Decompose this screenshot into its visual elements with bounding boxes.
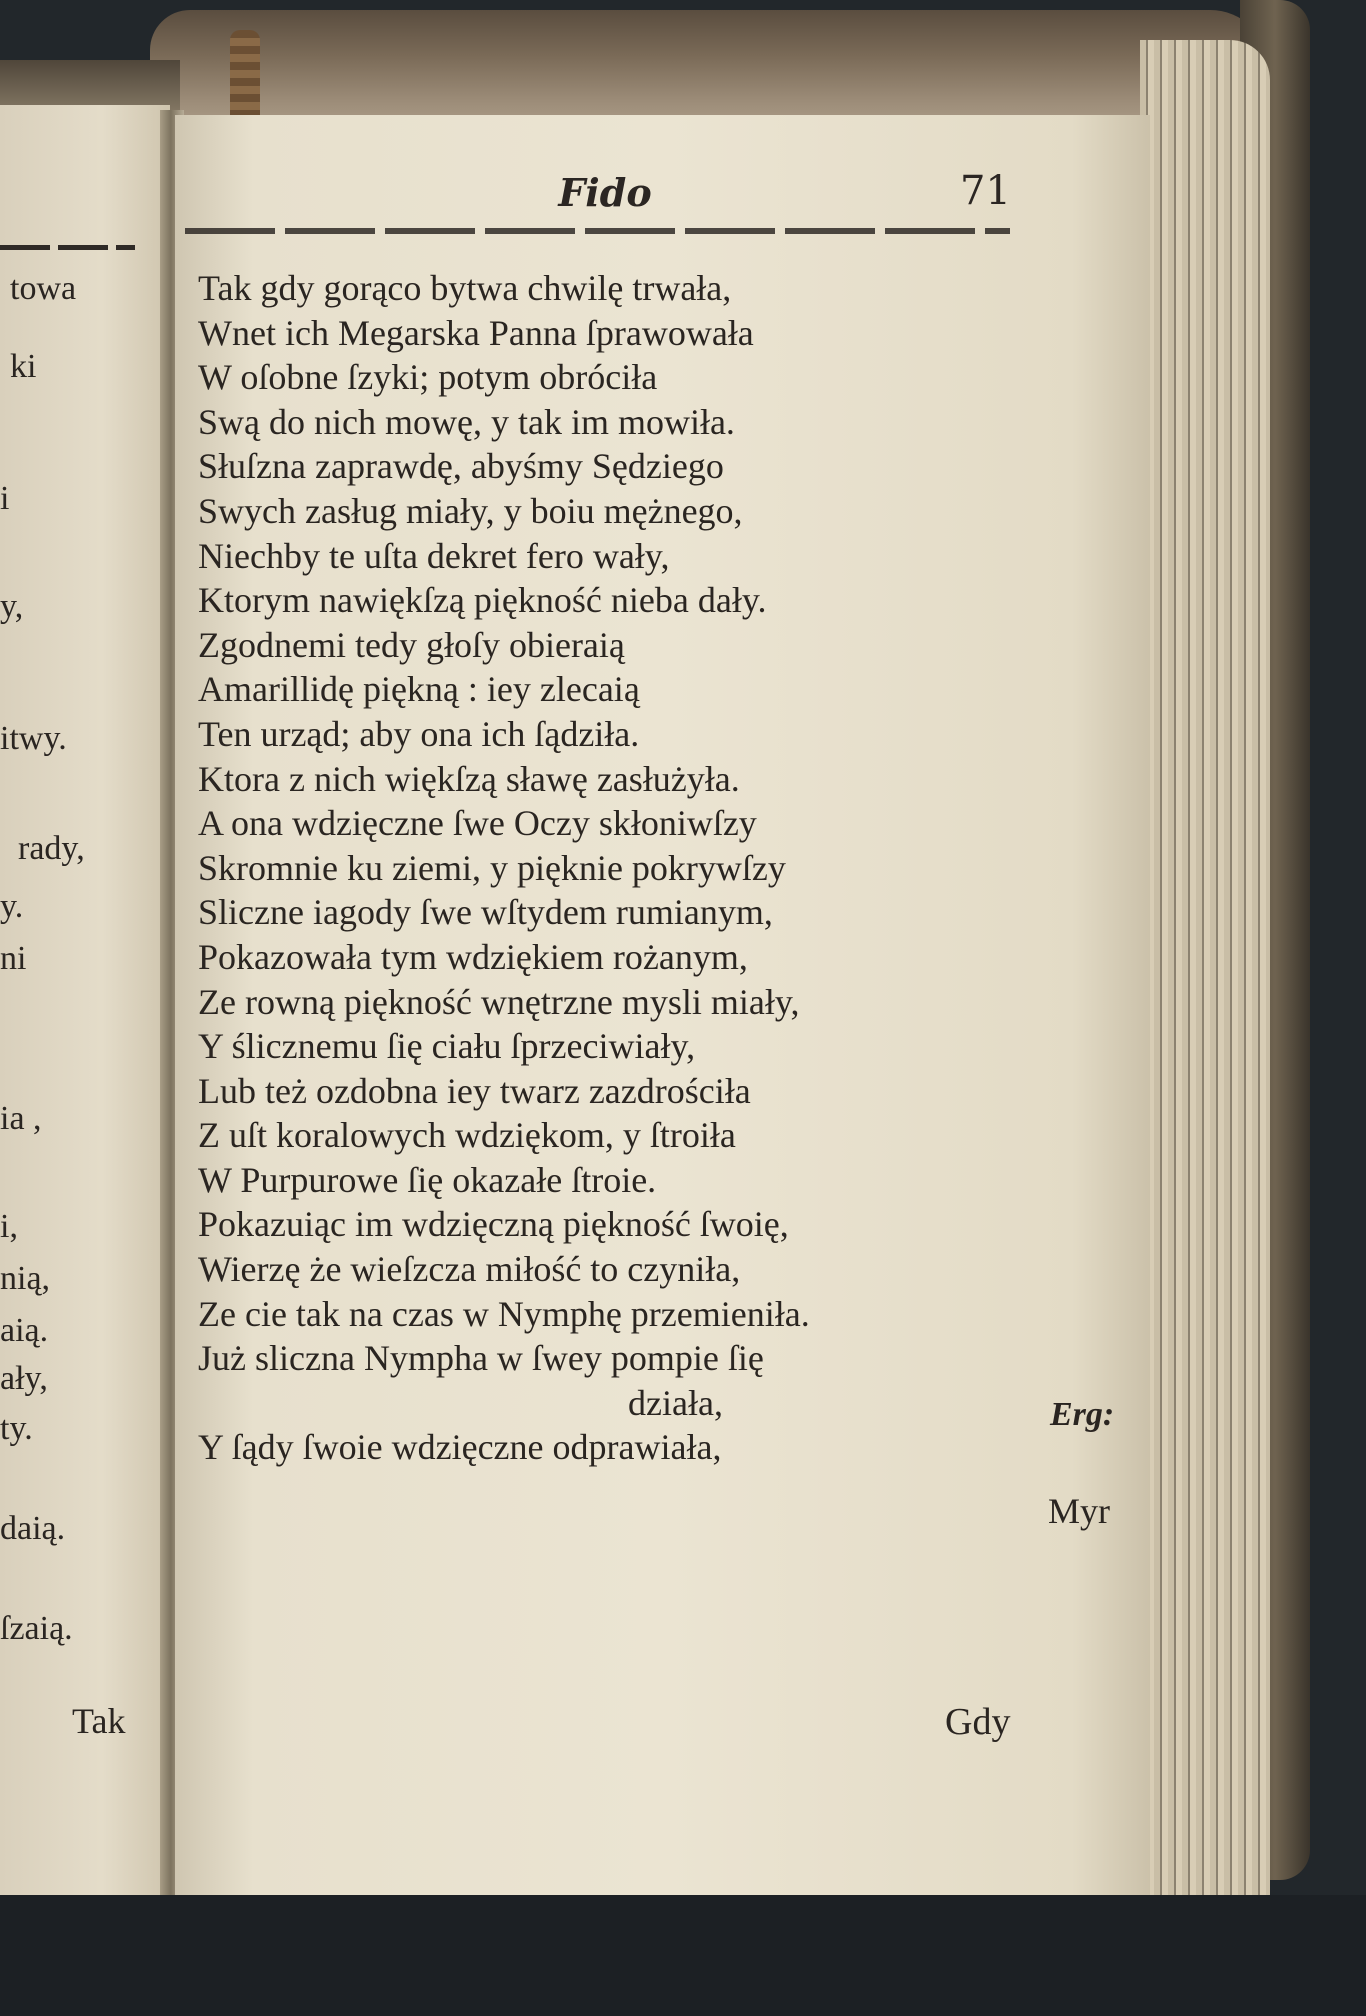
verse-line: Z uſt koralowych wdziękom, y ſtroiła (198, 1115, 736, 1156)
left-fragment: y, (0, 588, 24, 625)
margin-note: Erg: (1050, 1396, 1115, 1433)
verse-line: Pokazowała tym wdziękiem rożanym, (198, 936, 748, 977)
header-rule (185, 228, 1010, 234)
verse-line-turnover: działa, (628, 1382, 723, 1423)
verse-line: Ktora z nich więkſzą sławę zasłużyła. (198, 758, 740, 799)
verse-line: A ona wdzięczne ſwe Oczy skłoniwſzy (198, 803, 757, 844)
margin-note: Myr (1048, 1491, 1110, 1531)
verse-line: Amarillidę piękną : iey zlecaią (198, 669, 640, 710)
verse-line: Sliczne iagody ſwe wſtydem rumianym, (198, 892, 773, 933)
verse-line: Zgodnemi tedy głoſy obieraią (198, 624, 625, 665)
catchword: Gdy (945, 1701, 1011, 1743)
verse-line: Ze cie tak na czas w Nymphę przemieniła. (198, 1293, 810, 1334)
bottom-shadow (0, 1895, 1366, 2016)
verse-line: Ten urząd; aby ona ich ſądziła. (198, 713, 640, 754)
verse-line: Swą do nich mowę, y tak im mowiła. (198, 401, 735, 442)
left-fragment: y. (0, 888, 24, 925)
left-page-rule (0, 245, 135, 250)
verse-line: Lub też ozdobna iey twarz zazdrościła (198, 1070, 751, 1111)
verse-line: Y ſądy ſwoie wdzięczne odprawiała, (198, 1427, 722, 1468)
left-fragment: nią, (0, 1260, 51, 1297)
left-fragment: itwy. (0, 720, 67, 757)
verse-line: Wnet ich Megarska Panna ſprawowała (198, 312, 754, 353)
verse-line: W Purpurowe ſię okazałe ſtroie. (198, 1159, 657, 1200)
verse-line: Y ślicznemu ſię ciału ſprzeciwiały, (198, 1026, 696, 1067)
left-fragment: ſzaią. (0, 1610, 73, 1647)
left-fragment: ki (10, 348, 37, 385)
left-fragment: i, (0, 1208, 18, 1245)
page-edges (1140, 40, 1270, 1940)
verse-line: Pokazuiąc im wdzięczną piękność ſwoię, (198, 1204, 789, 1245)
verse-line: Skromnie ku ziemi, y pięknie pokrywſzy (198, 847, 786, 888)
left-fragment: ały, (0, 1360, 48, 1397)
verse-block (198, 266, 1058, 1470)
left-fragment: rady, (18, 830, 85, 867)
verse-line: Ze rowną piękność wnętrzne mysli miały, (198, 981, 800, 1022)
left-fragment: ni (0, 940, 27, 977)
left-fragment: aią. (0, 1312, 49, 1349)
page-number: 71 (960, 168, 1011, 214)
left-fragment: ia , (0, 1100, 42, 1137)
left-fragment: daią. (0, 1510, 66, 1547)
verse-line: Słuſzna zaprawdę, abyśmy Sędziego (198, 446, 724, 487)
verse-line: Tak gdy gorąco bytwa chwilę trwała, (198, 268, 732, 308)
verse-line: Wierzę że wieſzcza miłość to czyniła, (198, 1249, 741, 1290)
verse-line: W oſobne ſzyki; potym obróciła (198, 357, 658, 398)
running-title: Fido (558, 170, 652, 215)
verse-line: Swych zasług miały, y boiu mężnego, (198, 490, 743, 531)
left-fragment: ty. (0, 1410, 33, 1447)
left-fragment: towa (10, 270, 77, 307)
left-fragment: i (0, 480, 10, 517)
verse-line: Już sliczna Nympha w ſwey pompie ſię (198, 1338, 764, 1379)
verse-line: Niechby te uſta dekret fero wały, (198, 535, 670, 576)
left-catchword: Tak (72, 1701, 126, 1741)
verse-line: Ktorym nawiękſzą piękność nieba dały. (198, 580, 767, 621)
